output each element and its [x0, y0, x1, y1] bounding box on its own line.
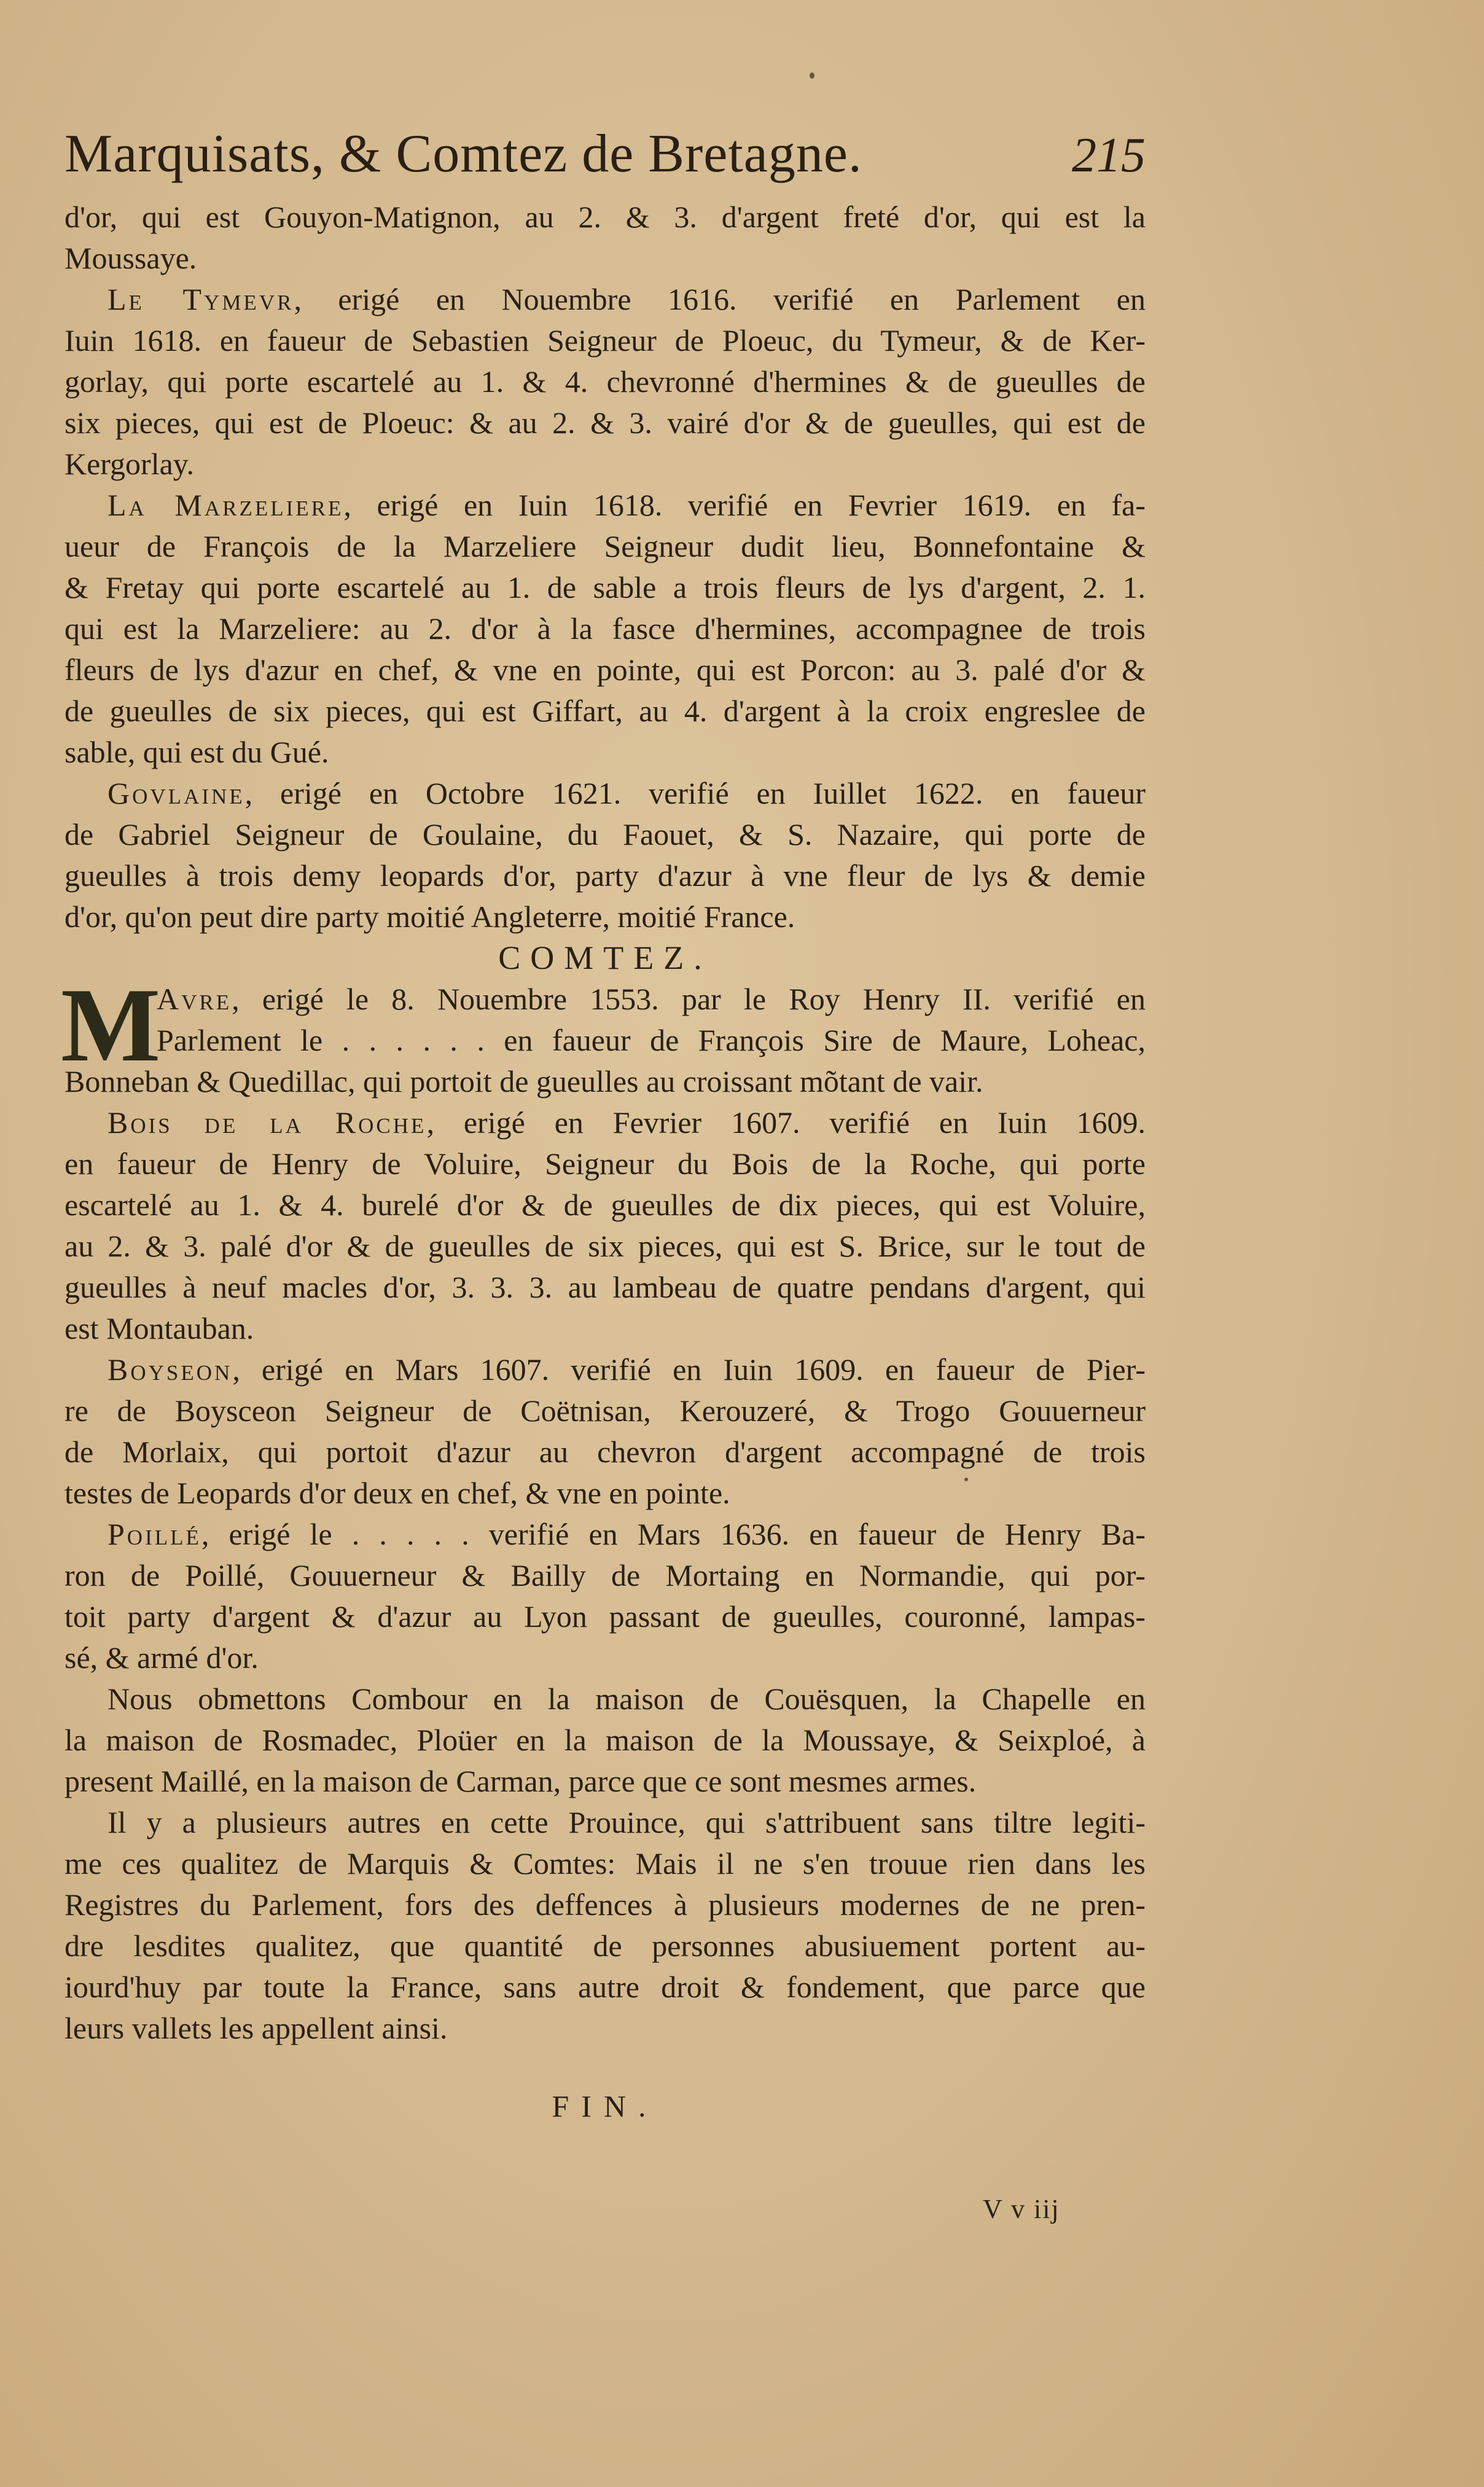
text-line: ueur de François de la Marzeliere Seigneur dudit lieu, Bonnefontaine & [64, 529, 1146, 563]
text-line: testes de Leopards d'or deux en chef, & vne en pointe. [64, 1476, 730, 1510]
entry-name: Avre [157, 982, 232, 1016]
text-line: de Gabriel Seigneur de Goulaine, du Faouet, & S. Nazaire, qui porte de [64, 817, 1146, 852]
text-line [64, 1514, 1146, 1555]
body-text [61, 197, 1146, 2127]
text-line: qui est la Marzeliere: au 2. d'or à la fasce d'hermines, accompagnee de trois [64, 611, 1146, 646]
text-line [64, 1349, 1146, 1390]
text-line: sé, & armé d'or. [64, 1640, 259, 1675]
page-content [61, 123, 1146, 2127]
poille-paragraph [64, 1514, 1146, 1678]
text-line: Il y a plusieurs autres en cette Prouince, qui s'attribuent sans tiltre legiti- [107, 1805, 1146, 1839]
entry-name: Le Tymevr [107, 282, 294, 316]
text-line: Parlement le . . . . . . en faueur de François Sire de Maure, Loheac, [157, 1023, 1146, 1057]
text-line: leurs vallets les appellent ainsi. [64, 2011, 448, 2045]
text-line: d'or, qui est Gouyon-Matignon, au 2. & 3. d'argent freté d'or, qui est la [64, 200, 1146, 234]
text-line [64, 979, 1146, 1020]
text-line: me ces qualitez de Marquis & Comtes: Mais il ne s'en trouue rien dans les [64, 1846, 1146, 1881]
intro-paragraph [64, 197, 1146, 279]
line-text: , erigé le 8. Nouembre 1553. par le Roy Henry II. verifié en [232, 982, 1146, 1016]
text-line: iourd'huy par toute la France, sans autre droit & fondement, que parce que [64, 1970, 1146, 2004]
entry-name: Poillé [107, 1517, 201, 1551]
text-line: de gueulles de six pieces, qui est Giffart, au 4. d'argent à la croix engreslee de [64, 694, 1146, 728]
line-text: , erigé en Iuin 1618. verifié en Fevrier 1619. en fa- [343, 488, 1146, 522]
text-line: re de Boysceon Seigneur de Coëtnisan, Kerouzeré, & Trogo Gouuerneur [64, 1393, 1146, 1428]
text-line: gueulles à neuf macles d'or, 3. 3. 3. au lambeau de quatre pendans d'argent, qui [64, 1270, 1146, 1304]
text-line: en faueur de Henry de Voluire, Seigneur du Bois de la Roche, qui porte [64, 1146, 1146, 1181]
entry-name: La Marzeliere [107, 488, 344, 522]
nous-paragraph [64, 1678, 1146, 1802]
text-line: & Fretay qui porte escartelé au 1. de sable a trois fleurs de lys d'argent, 2. 1. [64, 570, 1146, 605]
section-heading-comtez: COMTEZ. [498, 939, 712, 976]
text-line: gorlay, qui porte escartelé au 1. & 4. chevronné d'hermines & de gueulles de [64, 364, 1146, 399]
text-line: fleurs de lys d'azur en chef, & vne en pointe, qui est Porcon: au 3. palé d'or & [64, 652, 1146, 687]
line-text: , erigé en Fevrier 1607. verifié en Iuin 1609. [426, 1105, 1146, 1140]
drop-cap: M [61, 967, 161, 1084]
text-line: de Morlaix, qui portoit d'azur au chevron d'argent accompagné de trois [64, 1435, 1146, 1469]
maure-paragraph [61, 967, 1146, 1102]
text-line: escartelé au 1. & 4. burelé d'or & de gueulles de dix pieces, qui est Voluire, [64, 1188, 1146, 1222]
fin-mark: FIN. [552, 2089, 658, 2123]
text-line [64, 279, 1146, 320]
running-head [64, 123, 1146, 197]
text-line: Kergorlay. [64, 447, 195, 481]
text-line: dre lesdites qualitez, que quantité de personnes abusiuement portent au- [64, 1929, 1146, 1963]
entry-name: Govlaine [107, 776, 245, 810]
page-title: Marquisats, & Comtez de Bretagne. [64, 124, 862, 184]
line-text: , erigé le . . . . . verifié en Mars 1636. en faueur de Henry Ba- [201, 1517, 1146, 1551]
boyseon-paragraph [64, 1349, 1146, 1514]
text-line: present Maillé, en la maison de Carman, parce que ce sont mesmes armes. [64, 1764, 977, 1798]
text-line: Registres du Parlement, fors des deffences à plusieurs modernes de ne pren- [64, 1887, 1146, 1922]
text-line: sable, qui est du Gué. [64, 735, 329, 769]
text-line: Moussaye. [64, 241, 197, 275]
text-line: d'or, qu'on peut dire party moitié Angleterre, moitié France. [64, 899, 795, 934]
tymeur-paragraph [64, 279, 1146, 485]
text-line: toit party d'argent & d'azur au Lyon passant de gueulles, couronné, lampas- [64, 1599, 1146, 1634]
text-line [64, 1102, 1146, 1143]
text-line: Iuin 1618. en faueur de Sebastien Seigneur de Ploeuc, du Tymeur, & de Ker- [64, 323, 1146, 358]
text-line: la maison de Rosmadec, Ploüer en la maison de la Moussaye, & Seixploé, à [64, 1723, 1146, 1757]
bois-roche-paragraph [64, 1102, 1146, 1349]
text-line: six pieces, qui est de Ploeuc: & au 2. & 3. vairé d'or & de gueulles, qui est de [64, 405, 1146, 440]
text-line: gueulles à trois demy leopards d'or, party d'azur à vne fleur de lys & demie [64, 858, 1146, 893]
text-line [64, 773, 1146, 814]
text-line: ron de Poillé, Gouuerneur & Bailly de Mortaing en Normandie, qui por- [64, 1558, 1146, 1592]
line-text: , erigé en Nouembre 1616. verifié en Parlement en [294, 282, 1146, 316]
ilya-paragraph [64, 1802, 1146, 2049]
text-line: est Montauban. [64, 1311, 254, 1345]
signature-mark: V v iij [983, 2194, 1060, 2224]
entry-name: Bois de la Roche [107, 1105, 427, 1140]
page-number: 215 [1072, 128, 1146, 182]
goulaine-paragraph [64, 773, 1146, 938]
entry-name: Boyseon [107, 1352, 233, 1387]
text-line [64, 485, 1146, 526]
text-line: au 2. & 3. palé d'or & de gueulles de six pieces, qui est S. Brice, sur le tout de [64, 1229, 1146, 1263]
line-text: , erigé en Mars 1607. verifié en Iuin 1609. en faueur de Pier- [232, 1352, 1146, 1387]
ink-speck [810, 72, 814, 79]
text-line: Bonneban & Quedillac, qui portoit de gueulles au croissant mõtant de vair. [64, 1064, 983, 1099]
marzeliere-paragraph [64, 485, 1146, 773]
text-line: Nous obmettons Combour en la maison de Couësquen, la Chapelle en [107, 1682, 1146, 1716]
line-text: , erigé en Octobre 1621. verifié en Iuillet 1622. en faueur [244, 776, 1146, 810]
